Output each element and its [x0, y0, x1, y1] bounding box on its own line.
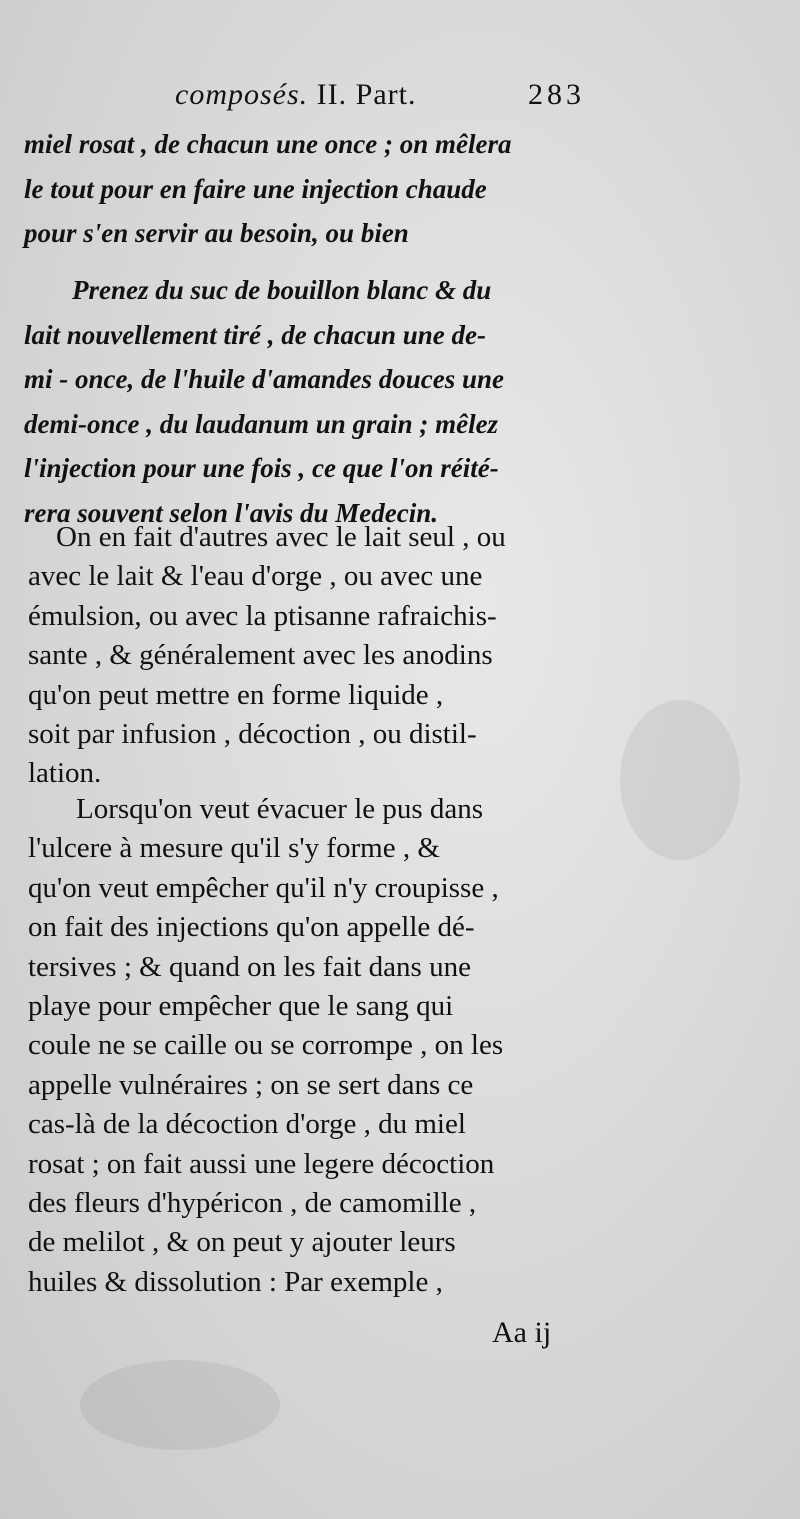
text-line: appelle vulnéraires ; on se sert dans ce — [28, 1068, 474, 1101]
text-line: On en fait d'autres avec le lait seul , ou — [56, 521, 506, 553]
text-line: qu'on veut empêcher qu'il n'y croupisse , — [28, 871, 499, 904]
text-line: qu'on peut mettre en forme liquide , — [28, 678, 444, 711]
text-line: Prenez du suc de bouillon blanc & du — [72, 275, 492, 305]
running-title-italic: composés. — [175, 78, 309, 111]
catchword-signature: Aa ij — [492, 1316, 552, 1349]
running-title — [175, 78, 416, 112]
text-line: soit par infusion , décoction , ou distil- — [28, 718, 477, 751]
text-line: lait nouvellement tiré , de chacun une de- — [24, 319, 486, 350]
text-line: le tout pour en faire une injection chaude — [24, 173, 487, 204]
text-line: playe pour empêcher que le sang qui — [28, 990, 454, 1023]
paper-stain — [620, 700, 740, 860]
page-header — [0, 78, 800, 128]
text-line: on fait des injections qu'on appelle dé- — [28, 911, 475, 944]
text-line: des fleurs d'hypéricon , de camomille , — [28, 1187, 477, 1220]
text-line: rera souvent selon l'avis du Medecin. — [24, 497, 439, 528]
text-line: l'ulcere à mesure qu'il s'y forme , & — [28, 832, 440, 865]
text-line: mi - once, de l'huile d'amandes douces une — [24, 364, 505, 394]
text-line: pour s'en servir au besoin, ou bien — [24, 218, 409, 248]
text-line: l'injection pour une fois , ce que l'on réité- — [24, 453, 499, 483]
text-line: coule ne se caille ou se corrompe , on les — [28, 1029, 504, 1062]
text-line: rosat ; on fait aussi une legere décoction — [28, 1147, 495, 1180]
text-line: de melilot , & on peut y ajouter leurs — [28, 1226, 456, 1259]
text-line: sante , & généralement avec les anodins — [28, 639, 493, 672]
paragraph-3 — [28, 518, 608, 794]
paragraph-4 — [28, 790, 608, 1302]
paragraph-2 — [24, 268, 624, 535]
paper-stain — [80, 1360, 280, 1450]
text-line: tersives ; & quand on les fait dans une — [28, 950, 471, 983]
text-line: lation. — [28, 757, 102, 790]
text-line: miel rosat , de chacun une once ; on mêlera — [24, 129, 512, 159]
running-title-roman: II. Part. — [316, 78, 417, 111]
text-line: huiles & dissolution : Par exemple , — [28, 1265, 443, 1298]
text-line: demi-once , du laudanum un grain ; mêlez — [24, 408, 499, 439]
text-line: Lorsqu'on veut évacuer le pus dans — [76, 793, 484, 825]
text-line: émulsion, ou avec la ptisanne rafraichis- — [28, 599, 497, 632]
text-line: cas-là de la décoction d'orge , du miel — [28, 1108, 466, 1141]
text-line: avec le lait & l'eau d'orge , ou avec une — [28, 560, 483, 593]
page-number: 283 — [528, 78, 585, 111]
paragraph-1 — [24, 122, 624, 256]
